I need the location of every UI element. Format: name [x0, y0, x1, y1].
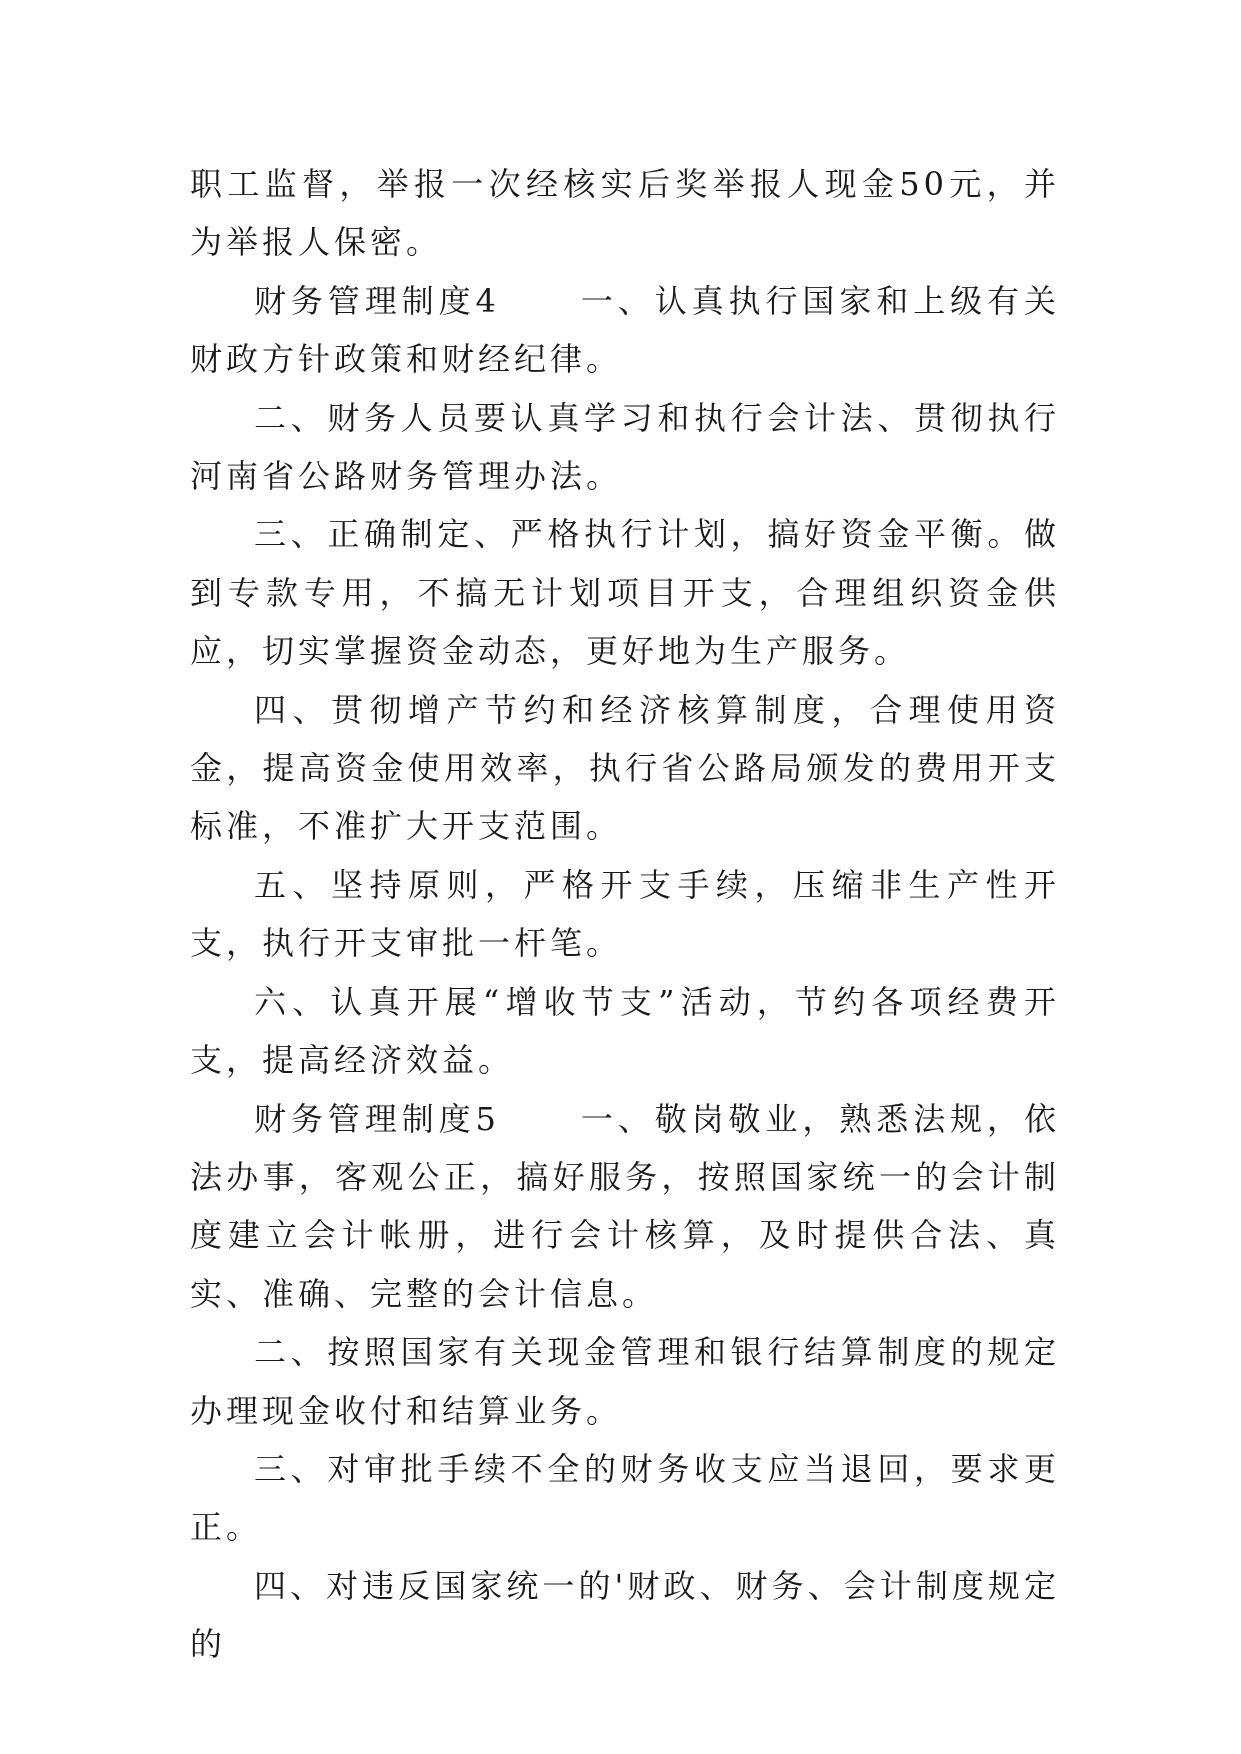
section-heading: 财务管理制度4: [254, 281, 500, 320]
paragraph: [190, 681, 1060, 856]
paragraph-text: 一、敬岗敬业，熟悉法规，依法办事，客观公正，搞好服务，按照国家统一的会计制度建立会计帐册，进行会计核算，及时提供合法、真实、准确、完整的会计信息。: [190, 1099, 1060, 1313]
paragraph-text: 二、财务人员要认真学习和执行会计法、贯彻执行河南省公路财务管理办法。: [190, 398, 1060, 496]
paragraph: [190, 389, 1060, 506]
document-body: [190, 155, 1060, 1674]
paragraph-text: 职工监督，举报一次经核实后奖举报人现金50元，并为举报人保密。: [190, 165, 1060, 262]
paragraph: [190, 1323, 1060, 1440]
paragraph: [190, 1557, 1060, 1674]
paragraph: [190, 856, 1060, 973]
paragraph-text: 二、按照国家有关现金管理和银行结算制度的规定办理现金收付和结算业务。: [190, 1333, 1060, 1430]
paragraph-text: 四、贯彻增产节约和经济核算制度，合理使用资金，提高资金使用效率，执行省公路局颁发的费用开支标准，不准扩大开支范围。: [190, 690, 1060, 846]
paragraph: [190, 505, 1060, 680]
paragraph: [190, 1440, 1060, 1557]
paragraph-text: 四、对违反国家统一的'财政、财务、会计制度规定的: [190, 1566, 1060, 1664]
paragraph-text: 六、认真开展“增收节支”活动，节约各项经费开支，提高经济效益。: [190, 982, 1060, 1080]
paragraph: [190, 272, 1060, 389]
paragraph: [190, 973, 1060, 1090]
section-heading: 财务管理制度5: [254, 1099, 500, 1138]
paragraph-text: 五、坚持原则，严格开支手续，压缩非生产性开支，执行开支审批一杆笔。: [190, 865, 1060, 963]
paragraph-text: 一、认真执行国家和上级有关财政方针政策和财经纪律。: [190, 281, 1060, 379]
paragraph: [190, 155, 1060, 272]
paragraph: [190, 1090, 1060, 1324]
paragraph-text: 三、正确制定、严格执行计划，搞好资金平衡。做到专款专用，不搞无计划项目开支，合理组织资金供应，切实掌握资金动态，更好地为生产服务。: [190, 515, 1060, 671]
paragraph-text: 三、对审批手续不全的财务收支应当退回，要求更正。: [190, 1449, 1060, 1547]
